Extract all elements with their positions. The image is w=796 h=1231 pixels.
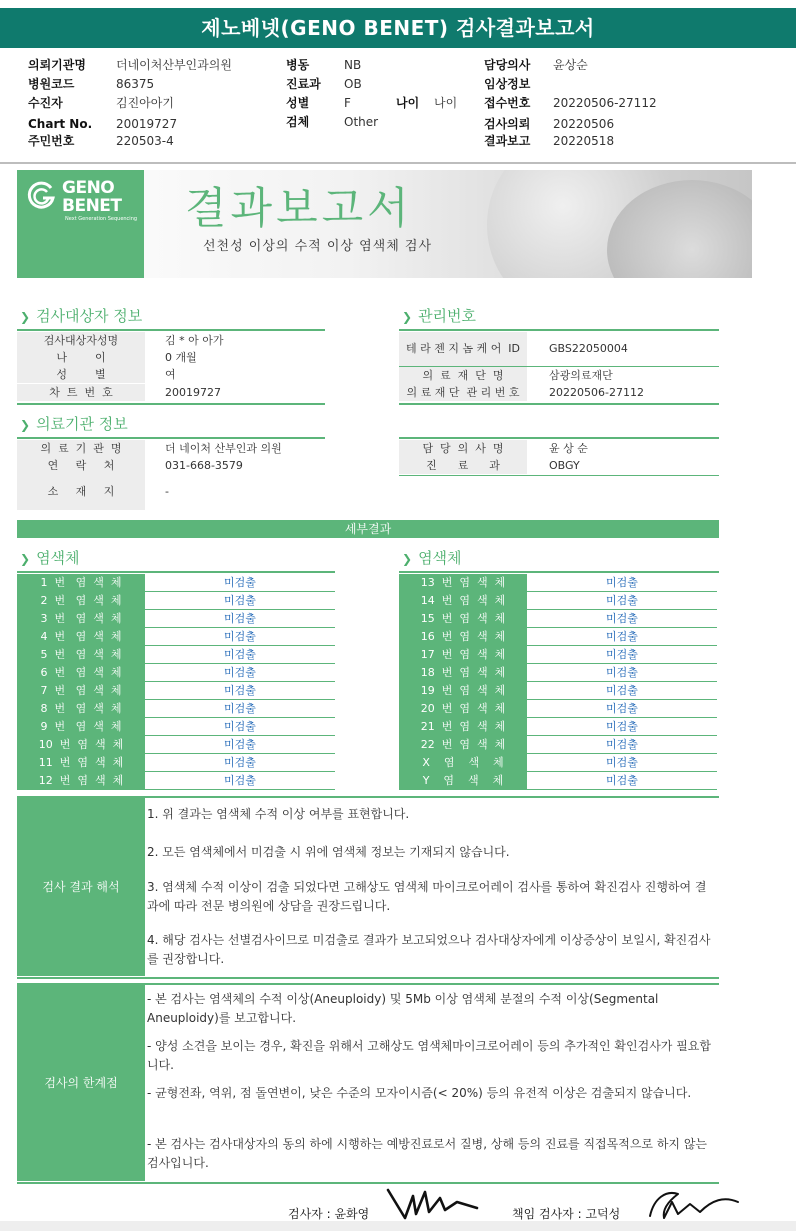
foundation-mgmt-no-value: 20220506-27112 [549, 386, 644, 399]
chromosome-title: 염색체 [418, 549, 462, 567]
chart-no-label: Chart No. [28, 117, 93, 131]
report-banner [17, 170, 752, 278]
chromosome-label: 16 번 염 색 체 [399, 628, 527, 645]
chevron-right-icon: ❯ [20, 310, 31, 324]
chromosome-label: 3 번 염 색 체 [17, 610, 145, 627]
age-label: 나이 [396, 96, 420, 110]
chart-no-value: 20019727 [116, 117, 178, 131]
chromosome-result: 미검출 [606, 756, 638, 769]
chromosome-row [17, 610, 337, 628]
chromosome-label: 4 번 염 색 체 [17, 628, 145, 645]
chromosome-title: 염색체 [36, 549, 80, 567]
chromosome-row [399, 592, 719, 610]
contact-label: 연 락 처 [17, 457, 145, 474]
report-date-label: 결과보고 [484, 134, 531, 148]
chromosome-row [17, 592, 337, 610]
foundation-name-value: 삼광의료재단 [549, 369, 613, 382]
logo-text-line2: BENET [62, 196, 122, 216]
report-date-value: 20220518 [553, 134, 615, 148]
chromosome-row [17, 700, 337, 718]
limitation-item: - 균형전좌, 역위, 점 돌연변이, 낮은 수준의 모자이시즘(< 20%) 등의 유전적 이상은 검출되지 않습니다. [147, 1086, 692, 1100]
limitation-item: - 양성 소견을 보이는 경우, 확진을 위해서 고해상도 염색체마이크로어레이 등의 추가적인 확인검사가 필요합니다. [147, 1039, 711, 1072]
management-heading [402, 305, 476, 326]
section-rule [399, 403, 719, 405]
chromosome-label: 17 번 염 색 체 [399, 646, 527, 663]
limitation-item: - 본 검사는 염색체의 수적 이상(Aneuploidy) 및 5Mb 이상 염색체 분절의 수적 이상(Segmental Aneuploidy)를 보고합니다. [147, 992, 659, 1025]
logo-tagline: Next Generation Sequencing [65, 216, 138, 222]
row-rule [17, 789, 335, 790]
receipt-no-label: 접수번호 [484, 96, 531, 110]
chromosome-label: 10 번 염 색 체 [17, 736, 145, 753]
chromosome-result: 미검출 [224, 594, 256, 607]
chromosome-row [399, 646, 719, 664]
chromosome-result: 미검출 [224, 666, 256, 679]
subject-name-label: 검사대상자성명 [17, 332, 145, 349]
chromosome-label: 11 번 염 색 체 [17, 754, 145, 771]
terragen-id-label: 테 라 젠 지 놈 케 어 ID [399, 332, 527, 366]
section-rule [17, 571, 335, 573]
footer-bar [0, 1221, 796, 1231]
banner-title: 결과보고서 [185, 184, 413, 234]
section-rule [399, 571, 719, 573]
chromosome-result: 미검출 [606, 720, 638, 733]
doctor-value: 윤상순 [553, 58, 588, 72]
chromosome-row [399, 736, 719, 754]
detail-results-bar: 세부결과 [17, 520, 719, 538]
subject-sex-value: 여 [165, 368, 176, 381]
responsible-examiner-signature [642, 1188, 742, 1222]
department-label: 진 료 과 [399, 457, 527, 474]
chromosome-row [17, 682, 337, 700]
foundation-name-label: 의 료 재 단 명 [399, 367, 527, 384]
geno-benet-logo-icon [25, 180, 57, 212]
terragen-id-value: GBS22050004 [549, 342, 628, 355]
chromosome-row [17, 646, 337, 664]
section-rule [17, 977, 719, 979]
chromosome-label: 2 번 염 색 체 [17, 592, 145, 609]
chromosome-right-heading [402, 547, 462, 568]
foundation-mgmt-no-label: 의 료 재 단 관 리 번 호 [399, 384, 527, 401]
subject-info-title: 검사대상자 정보 [36, 307, 143, 325]
management-title: 관리번호 [418, 307, 477, 325]
chromosome-result: 미검출 [606, 702, 638, 715]
age-value: 나이 [434, 96, 458, 110]
institution-label: 의뢰기관명 [28, 58, 86, 72]
institution-info-title: 의료기관 정보 [36, 415, 128, 433]
chromosome-result: 미검출 [224, 774, 256, 787]
header-divider [0, 162, 796, 164]
chromosome-result: 미검출 [606, 684, 638, 697]
chromosome-row [399, 772, 719, 790]
chromosome-label: 8 번 염 색 체 [17, 700, 145, 717]
address-label: 소 재 지 [17, 474, 145, 510]
clinical-label: 임상정보 [484, 77, 531, 91]
institution-name-value: 더 네이처 산부인과 의원 [165, 442, 282, 455]
chromosome-result: 미검출 [224, 576, 256, 589]
subject-chart-label: 차 트 번 호 [17, 384, 145, 401]
chromosome-label: 22 번 염 색 체 [399, 736, 527, 753]
chevron-right-icon: ❯ [402, 552, 413, 566]
chromosome-row [17, 628, 337, 646]
chromosome-label: X 염 색 체 [399, 754, 527, 771]
chromosome-row [399, 628, 719, 646]
chromosome-label: 1 번 염 색 체 [17, 574, 145, 591]
logo-text-line1: GENO [62, 178, 115, 198]
chromosome-result: 미검출 [224, 612, 256, 625]
limitations-label: 검사의 한계점 [17, 985, 145, 1181]
interpretation-item: 2. 모든 염색체에서 미검출 시 위에 염색체 정보는 기재되지 않습니다. [147, 845, 510, 859]
chromosome-label: 18 번 염 색 체 [399, 664, 527, 681]
resident-no-value: 220503-4 [116, 134, 174, 148]
chromosome-label: 19 번 염 색 체 [399, 682, 527, 699]
chromosome-row [399, 700, 719, 718]
chromosome-label: 5 번 염 색 체 [17, 646, 145, 663]
chromosome-row [17, 754, 337, 772]
chromosome-label: 13 번 염 색 체 [399, 574, 527, 591]
contact-value: 031-668-3579 [165, 459, 243, 472]
sex-value: F [344, 96, 351, 110]
chromosome-result: 미검출 [606, 666, 638, 679]
section-rule [399, 329, 719, 331]
examiner-label: 검사자 : 윤화영 [288, 1207, 370, 1221]
interpretation-label: 검사 결과 해석 [17, 798, 145, 976]
dept-value: OB [344, 77, 362, 91]
chromosome-result: 미검출 [606, 612, 638, 625]
institution-value: 더네이처산부인과의원 [116, 58, 232, 72]
institution-name-label: 의 료 기 관 명 [17, 440, 145, 457]
chromosome-label: 7 번 염 색 체 [17, 682, 145, 699]
doctor-label: 담당의사 [484, 58, 531, 72]
chromosome-label: 9 번 염 색 체 [17, 718, 145, 735]
hospital-code-label: 병원코드 [28, 77, 75, 91]
chromosome-result: 미검출 [224, 702, 256, 715]
chevron-right-icon: ❯ [20, 552, 31, 566]
chromosome-row [17, 664, 337, 682]
chromosome-result: 미검출 [606, 630, 638, 643]
specimen-value: Other [344, 115, 379, 129]
chromosome-row [17, 718, 337, 736]
chromosome-result: 미검출 [224, 738, 256, 751]
limitation-item: - 본 검사는 검사대상자의 동의 하에 시행하는 예방진료로서 질병, 상해 등의 진료를 직접목적으로 하지 않는 검사입니다. [147, 1137, 708, 1170]
chromosome-label: 15 번 염 색 체 [399, 610, 527, 627]
chromosome-row [399, 718, 719, 736]
request-date-label: 검사의뢰 [484, 117, 531, 131]
logo [17, 170, 144, 278]
receipt-no-value: 20220506-27112 [553, 96, 657, 110]
subject-age-label: 나 이 [17, 349, 145, 366]
hospital-code-value: 86375 [116, 77, 155, 91]
banner-subtitle: 선천성 이상의 수적 이상 염색체 검사 [203, 239, 433, 254]
chromosome-label: 21 번 염 색 체 [399, 718, 527, 735]
chromosome-label: Y 염 색 체 [399, 772, 527, 789]
interpretation-item: 1. 위 결과는 염색체 수적 이상 여부를 표현합니다. [147, 807, 410, 821]
subject-sex-label: 성 별 [17, 366, 145, 383]
chevron-right-icon: ❯ [402, 310, 413, 324]
chromosome-row [399, 574, 719, 592]
section-rule [399, 437, 719, 439]
chromosome-label: 20 번 염 색 체 [399, 700, 527, 717]
chromosome-label: 14 번 염 색 체 [399, 592, 527, 609]
chromosome-row [17, 736, 337, 754]
chromosome-result: 미검출 [224, 756, 256, 769]
section-rule [17, 437, 325, 439]
chromosome-row [17, 772, 337, 790]
chromosome-result: 미검출 [606, 594, 638, 607]
report-title: 제노베넷(GENO BENET) 검사결과보고서 [0, 8, 796, 48]
resident-no-label: 주민번호 [28, 134, 75, 148]
chromosome-result: 미검출 [224, 648, 256, 661]
address-value: - [165, 485, 169, 498]
subject-name-value: 김 * 아 아가 [165, 334, 224, 347]
chromosome-result: 미검출 [606, 576, 638, 589]
request-date-value: 20220506 [553, 117, 615, 131]
chromosome-left-heading [20, 547, 80, 568]
chromosome-row [399, 664, 719, 682]
chromosome-result: 미검출 [606, 738, 638, 751]
department-value: OBGY [549, 459, 580, 472]
chromosome-result: 미검출 [606, 648, 638, 661]
attending-doctor-label: 담 당 의 사 명 [399, 440, 527, 457]
chromosome-row [17, 574, 337, 592]
subject-age-value: 0 개월 [165, 351, 197, 364]
subject-info-heading [20, 305, 142, 326]
chromosome-result: 미검출 [224, 684, 256, 697]
patient-value: 김진아아기 [116, 96, 174, 110]
section-rule [17, 329, 325, 331]
dept-label: 진료과 [286, 77, 321, 91]
row-rule [399, 789, 717, 790]
chevron-right-icon: ❯ [20, 418, 31, 432]
patient-label: 수진자 [28, 96, 63, 110]
attending-doctor-value: 윤 상 순 [549, 442, 588, 455]
chromosome-row [399, 682, 719, 700]
sex-label: 성별 [286, 96, 310, 110]
chromosome-label: 6 번 염 색 체 [17, 664, 145, 681]
chromosome-row [399, 610, 719, 628]
chromosome-row [399, 754, 719, 772]
subject-chart-value: 20019727 [165, 386, 221, 399]
specimen-label: 검체 [286, 115, 310, 129]
chromosome-result: 미검출 [606, 774, 638, 787]
interpretation-item: 4. 해당 검사는 선별검사이므로 미검출로 결과가 보고되었으나 검사대상자에게 이상증상이 보일시, 확진검사를 권장합니다. [147, 933, 711, 966]
interpretation-item: 3. 염색체 수적 이상이 검출 되었다면 고해상도 염색체 마이크로어레이 검사를 통하여 확진검사 진행하여 결과에 따라 전문 병의원에 상담을 권장드립니다. [147, 880, 707, 913]
chromosome-label: 12 번 염 색 체 [17, 772, 145, 789]
section-rule [17, 1182, 719, 1184]
chromosome-result: 미검출 [224, 630, 256, 643]
row-rule [399, 475, 719, 476]
ward-value: NB [344, 58, 362, 72]
institution-info-heading [20, 413, 128, 434]
examiner-signature [385, 1186, 480, 1222]
ward-label: 병동 [286, 58, 310, 72]
section-rule [17, 403, 325, 405]
responsible-examiner-label: 책임 검사자 : 고덕성 [512, 1207, 621, 1221]
chromosome-result: 미검출 [224, 720, 256, 733]
